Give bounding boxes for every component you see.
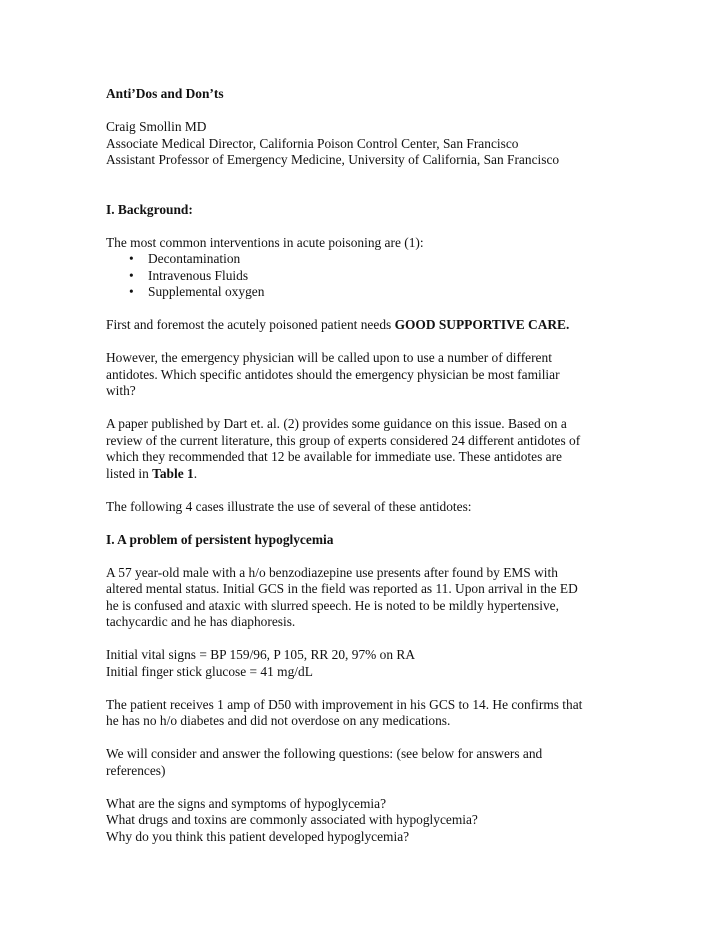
bullet-icon: • — [129, 284, 134, 299]
list-item: • Decontamination — [129, 251, 241, 266]
question-item: What drugs and toxins are commonly associated with hypoglycemia? — [106, 812, 478, 827]
interventions-list — [106, 251, 626, 301]
questions-intro-paragraph: We will consider and answer the following questions: (see below for answers and references) — [106, 746, 543, 778]
question-item: Why do you think this patient developed hypoglycemia? — [106, 828, 410, 844]
document-title: Anti’Dos and Don’ts — [106, 86, 224, 101]
author-name: Craig Smollin MD — [106, 119, 207, 134]
dart-paper-paragraph: A paper published by Dart et. al. (2) provides some guidance on this issue. Based on a review of the current literature, this group of experts considered 24 different antidotes of which they recommended that 12 be available for immediate use. These antidotes are listed in Table 1. — [106, 416, 581, 481]
author-role-2: Assistant Professor of Emergency Medicine, University of California, San Francisco — [106, 152, 560, 167]
interventions-intro: The most common interventions in acute poisoning are (1): — [106, 234, 424, 250]
supportive-care-emphasis: GOOD SUPPORTIVE CARE. — [394, 317, 570, 332]
questions-list — [106, 796, 626, 846]
document-page — [106, 86, 626, 845]
table-reference: Table 1 — [152, 465, 194, 481]
list-item: • Supplemental oxygen — [129, 284, 265, 299]
list-item: • Intravenous Fluids — [129, 267, 249, 283]
cases-intro: The following 4 cases illustrate the use of several of these antidotes: — [106, 498, 472, 514]
author-role-1: Associate Medical Director, California Poison Control Center, San Francisco — [106, 135, 519, 151]
section-heading-hypoglycemia: I. A problem of persistent hypoglycemia — [106, 531, 334, 547]
bullet-icon: • — [129, 267, 134, 283]
vital-signs-paragraph: Initial vital signs = BP 159/96, P 105, RR 20, 97% on RA Initial finger stick glucose = 41 mg/dL — [106, 647, 415, 679]
bullet-icon: • — [129, 251, 134, 266]
section-heading-background: I. Background: — [106, 201, 193, 217]
case-presentation-paragraph: A 57 year-old male with a h/o benzodiazepine use presents after found by EMS with altered mental status. Initial GCS in the field was reported as 11. Upon arrival in the ED he is confused and ataxic with slurred speech. He is noted to be mildly hypertensive, tachycardic and he has diaphoresis. — [106, 564, 578, 629]
antidotes-question-paragraph: However, the emergency physician will be called upon to use a number of different antidotes. Which specific antidotes should the emergency physician be most familiar with? — [106, 350, 560, 398]
question-item: What are the signs and symptoms of hypoglycemia? — [106, 795, 387, 811]
supportive-care-paragraph: First and foremost the acutely poisoned patient needs GOOD SUPPORTIVE CARE. — [106, 317, 570, 332]
patient-course-paragraph: The patient receives 1 amp of D50 with improvement in his GCS to 14. He confirms that he has no h/o diabetes and did not overdose on any medications. — [106, 696, 583, 728]
